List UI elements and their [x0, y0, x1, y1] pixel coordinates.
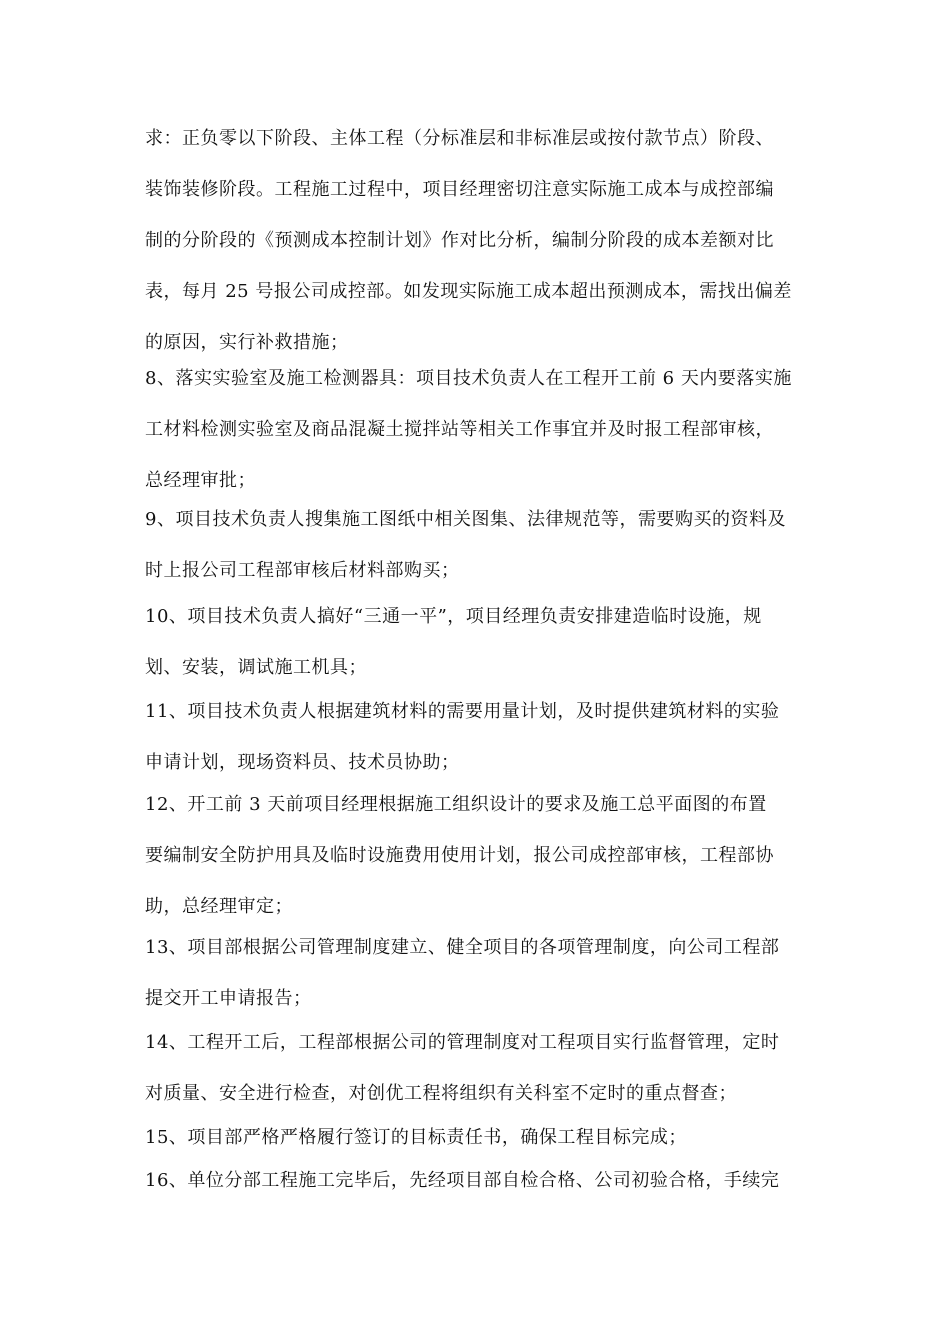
text-line: 的原因，实行补救措施；	[145, 332, 349, 353]
text-line: 14、工程开工后，工程部根据公司的管理制度对工程项目实行监督管理，定时	[145, 1032, 780, 1053]
text-line: 9、项目技术负责人搜集施工图纸中相关图集、法律规范等，需要购买的资料及	[145, 509, 786, 530]
text-line: 15、项目部严格严格履行签订的目标责任书，确保工程目标完成；	[145, 1127, 687, 1148]
text-line: 提交开工申请报告；	[145, 988, 312, 1009]
text-line: 求：正负零以下阶段、主体工程（分标准层和非标准层或按付款节点）阶段、	[145, 128, 774, 149]
text-line: 制的分阶段的《预测成本控制计划》作对比分析，编制分阶段的成本差额对比	[145, 230, 774, 251]
text-line: 12、开工前 3 天前项目经理根据施工组织设计的要求及施工总平面图的布置	[145, 794, 767, 815]
text-line: 时上报公司工程部审核后材料部购买；	[145, 560, 460, 581]
text-line: 划、安装，调试施工机具；	[145, 657, 367, 678]
text-line: 工材料检测实验室及商品混凝土搅拌站等相关工作事宜并及时报工程部审核，	[145, 419, 774, 440]
text-line: 11、项目技术负责人根据建筑材料的需要用量计划，及时提供建筑材料的实验	[145, 701, 780, 722]
text-line: 对质量、安全进行检查，对创优工程将组织有关科室不定时的重点督查；	[145, 1083, 737, 1104]
text-line: 13、项目部根据公司管理制度建立、健全项目的各项管理制度，向公司工程部	[145, 937, 780, 958]
text-line: 16、单位分部工程施工完毕后，先经项目部自检合格、公司初验合格，手续完	[145, 1170, 780, 1191]
text-line: 装饰装修阶段。工程施工过程中，项目经理密切注意实际施工成本与成控部编	[145, 179, 774, 200]
text-line: 8、落实实验室及施工检测器具：项目技术负责人在工程开工前 6 天内要落实施	[145, 368, 792, 389]
text-line: 10、项目技术负责人搞好“三通一平”，项目经理负责安排建造临时设施，规	[145, 606, 762, 627]
text-line: 申请计划，现场资料员、技术员协助；	[145, 752, 460, 773]
text-line: 助，总经理审定；	[145, 896, 293, 917]
text-line: 总经理审批；	[145, 470, 256, 491]
text-line: 表，每月 25 号报公司成控部。如发现实际施工成本超出预测成本，需找出偏差	[145, 281, 792, 302]
text-line: 要编制安全防护用具及临时设施费用使用计划，报公司成控部审核，工程部协	[145, 845, 774, 866]
